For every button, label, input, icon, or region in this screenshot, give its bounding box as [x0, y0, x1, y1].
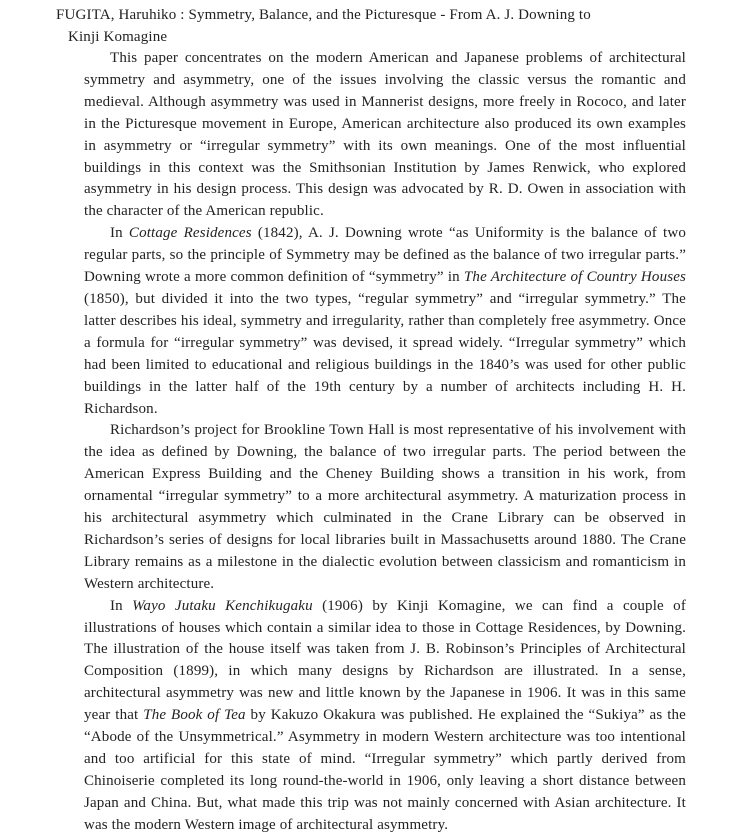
paragraph — [84, 420, 686, 595]
title-line-2: Kinji Komagine — [68, 29, 168, 45]
abstract-body — [84, 48, 686, 837]
paragraph-text: Richardson’s project for Brookline Town Hall is most representative of his involvement with the idea as defined by Downing, the balance of two irregular parts. The period between the American Express Building and the Cheney Building shows a transition in his work, from ornamental “irregular symmetry” to a more architectural asymmetry. A maturization process in his architectural asymmetry which culminated in the Crane Library can be observed in Richardson’s series of designs for local libraries built in Massachusetts around 1880. The Crane Library remains as a milestone in the dialectic evolution between classicism and romanticism in Western architecture. — [84, 422, 686, 592]
paragraph — [84, 48, 686, 223]
italic-title-text: The Architecture of Country Houses — [463, 269, 687, 286]
paragraph-text: (1906) by Kinji Komagine, we can find a couple of illustrations of houses which contain a similar idea to those in Cottage Residences, by Downing. The illustration of the house itself was taken from J. B. Robinson’s Principles of Architectural Composition (1899), in which many designs by Richardson are illustrated. In a sense, architectural asymmetry was new and little known by the Japanese in 1906. It was in this same year that — [84, 597, 686, 724]
italic-title-text: Wayo Jutaku Kenchikugaku — [132, 597, 313, 614]
paragraph-text: by Kakuzo Okakura was published. He explained the “Sukiya” as the “Abode of the Unsymmetrical.” Asymmetry in modern Western architecture was too intentional and too artificial for this state of mind. “Irregular symmetry” which partly derived from Chinoiserie completed its long round-the-world in 1906, only leaving a short distance between Japan and China. But, what made this trip was not mainly concerned with Asian architecture. It was the modern Western image of architectural asymmetry. — [84, 707, 686, 833]
paragraph-text: In — [110, 225, 129, 242]
paragraph — [84, 223, 686, 420]
paragraph-text: (1842), A. J. Downing wrote “as Uniformity is the balance of two regular parts, so the principle of Symmetry may be defined as the balance of two irregular parts.” Downing wrote a more common definition of “symmetry” in — [84, 225, 686, 286]
paragraph-text: In — [110, 597, 133, 614]
abstract-title — [56, 4, 716, 48]
italic-title-text: The Book of Tea — [143, 707, 246, 724]
title-line-1: FUGITA, Haruhiko : Symmetry, Balance, and the Picturesque - From A. J. Downing to — [56, 7, 591, 23]
paragraph-text: This paper concentrates on the modern American and Japanese problems of architectural symmetry and asymmetry, one of the issues involving the classic versus the romantic and medieval. Although asymmetry was used in Mannerist designs, more freely in Rococo, and later in the Picturesque movement in Europe, American architecture also produced its own examples in asymmetry or “irregular symmetry” with its own meanings. One of the most influential buildings in this context was the Smithsonian Institution by James Renwick, who explored asymmetry in his design process. This design was advocated by R. D. Owen in association with the character of the American republic. — [84, 50, 686, 220]
italic-title-text: Cottage Residences — [128, 225, 252, 242]
paragraph-text: (1850), but divided it into the two types, “regular symmetry” and “irregular symmetry.” The latter describes his ideal, symmetry and irregularity, rather than completely free asymmetry. Once a formula for “irregular symmetry” was devised, it spread widely. “Irregular symmetry” which had been limited to educational and religious buildings in the 1840’s was used for other public buildings in the latter half of the 19th century by a number of architects including H. H. Richardson. — [84, 290, 686, 417]
paragraph — [84, 596, 686, 837]
